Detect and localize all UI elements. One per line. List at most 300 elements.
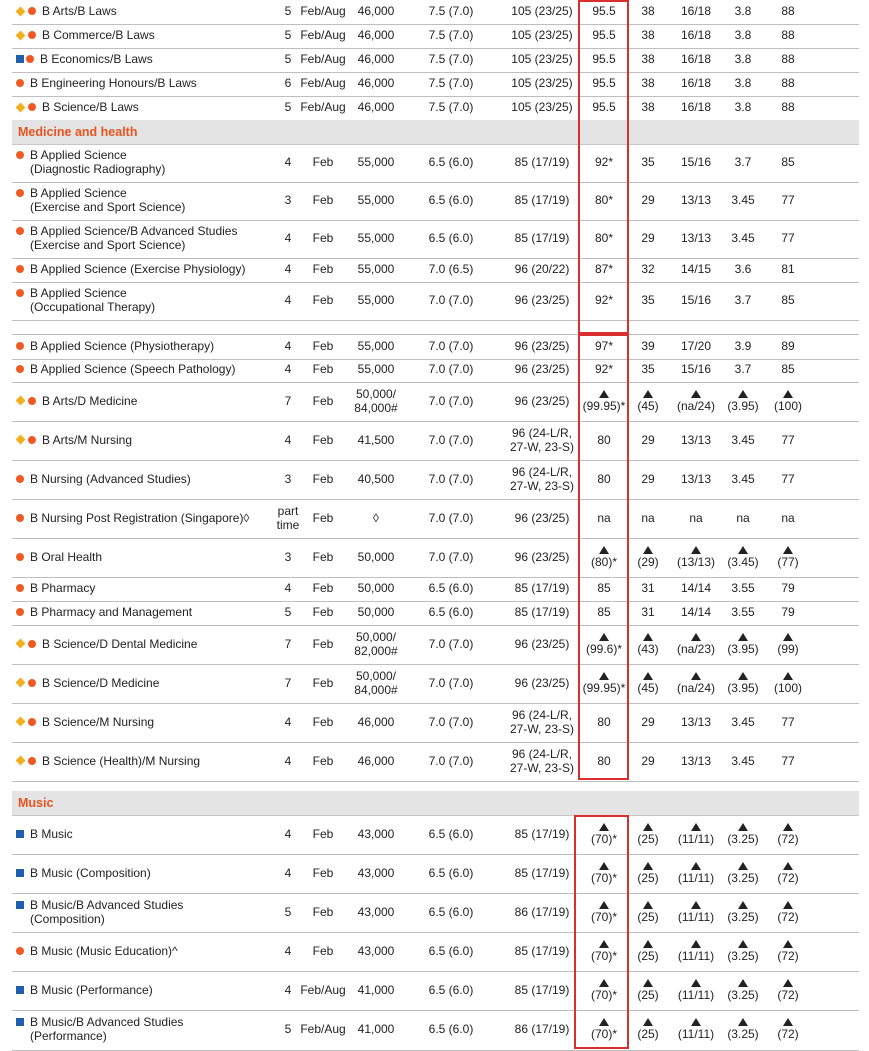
ielts-score-text [429,294,474,308]
ib-score: 38 [641,4,655,19]
duration-line1: 5 [284,52,292,67]
triangle-icon [643,672,653,680]
annual-fee [348,182,404,220]
polytechnic-score-value: (99) [777,641,799,656]
atar-score: 92* [594,293,614,308]
course-icons [16,514,26,522]
toefl-score-line1: 96 (23/25) [514,510,570,525]
annual-fee-line1: 50,000/ [355,386,397,401]
blue-square-icon [16,869,24,877]
duration-line1: 5 [284,605,292,620]
a-level-score: 14/14 [680,581,712,596]
orange-dot-icon [28,436,36,444]
course-name [40,53,153,67]
course-icons [16,103,38,111]
duration-line1: 4 [284,293,292,308]
atar-score-wrap [591,823,617,847]
gpa-score-wrap [727,672,758,696]
toefl-score-text [515,945,570,959]
polytechnic-score-wrap [777,862,798,886]
yellow-diamond-icon [16,435,26,445]
toefl-score-line1: 85 (17/19) [514,231,570,246]
annual-fee-line1: 43,000 [357,943,395,958]
toefl-score [494,971,590,1010]
ielts-score [416,971,486,1010]
annual-fee-text [358,156,395,170]
duration-line1: 5 [284,4,292,19]
a-level-score-wrap [677,633,715,657]
a-level-score [670,1010,722,1050]
duration-text [285,194,292,208]
triangle-icon [599,390,609,398]
polytechnic-score [764,854,812,893]
intake-line1: Feb/Aug [300,1022,346,1037]
annual-fee-line1: 55,000 [357,339,395,354]
table-row [12,625,859,665]
ielts-score-text [429,263,474,277]
intake-text [313,512,334,526]
section-heading-label: Medicine and health [18,125,138,139]
toefl-score-text [515,263,570,277]
polytechnic-score-value: (72) [777,987,799,1002]
polytechnic-score-wrap [777,546,798,570]
a-level-score: 16/18 [680,52,712,67]
yellow-diamond-icon [16,6,26,16]
intake-line1: Feb/Aug [300,28,346,43]
toefl-score-text [511,77,572,91]
duration-line1: 7 [284,636,292,651]
gpa-score: 3.45 [731,231,755,246]
a-level-score-wrap [678,940,714,964]
atar-score-wrap [591,546,617,570]
ielts-score [416,1010,486,1050]
toefl-score-line1: 85 (17/19) [514,982,570,997]
annual-fee-line1: 46,000 [357,714,395,729]
course-name-wrap [16,582,95,596]
triangle-icon [599,901,609,909]
toefl-score [494,421,590,460]
toefl-score-line1: 85 (17/19) [514,826,570,841]
ib-score [628,893,668,932]
ib-score [628,382,668,421]
course-name-wrap [16,945,178,959]
a-level-score [670,854,722,893]
ielts-score-line1: 7.0 (7.0) [428,549,474,564]
a-level-score: 16/18 [680,100,712,115]
gpa-score: 3.8 [734,4,752,19]
orange-dot-icon [16,553,24,561]
ib-score: 29 [641,432,655,447]
atar-score: 95.5 [592,28,616,43]
table-row [12,24,859,49]
ib-score-wrap [637,633,658,657]
atar-score-wrap [583,672,626,696]
annual-fee [348,577,404,601]
a-level-score-wrap [677,672,715,696]
ielts-score-line1: 6.5 (6.0) [428,155,474,170]
course-name-wrap [16,149,165,177]
annual-fee [348,1010,404,1050]
course-name-line1: B Economics/B Laws [40,52,153,67]
course-name-line2: (Diagnostic Radiography) [30,162,166,176]
intake-line1: Feb [312,605,334,620]
course-icons [16,640,38,648]
ielts-score [416,24,486,48]
course-name-wrap [16,755,200,769]
course-name-wrap [16,263,245,277]
course-name-wrap [16,434,132,448]
triangle-icon [599,862,609,870]
table-row [12,382,859,422]
atar-score: 80 [597,753,611,768]
ielts-score-line1: 6.5 (6.0) [428,904,474,919]
duration-text [277,505,300,533]
course-name [30,363,235,377]
gpa-score [722,815,764,854]
orange-dot-icon [16,227,24,235]
course-name [30,1016,183,1044]
toefl-score-line1: 85 (17/19) [514,193,570,208]
course-name-cell [16,48,272,72]
annual-fee-line1: 50,000/ [355,629,397,644]
a-level-score [670,971,722,1010]
annual-fee-line1: 41,500 [357,432,395,447]
intake-text [313,551,334,565]
course-name-line1: B Music (Composition) [30,865,151,880]
ielts-score-text [429,156,474,170]
course-name-wrap [16,1016,183,1044]
annual-fee-line1: 43,000 [357,904,395,919]
ielts-score-line1: 7.0 (7.0) [428,471,474,486]
a-level-score: 14/15 [680,262,712,277]
course-icons [16,151,26,159]
ielts-score-line1: 7.0 (7.0) [428,393,474,408]
toefl-score-text [515,551,570,565]
toefl-score [494,0,590,24]
course-name-cell [16,538,272,577]
ib-score: 32 [641,262,655,277]
a-level-score-value: (11/11) [677,909,715,924]
triangle-icon [643,940,653,948]
ib-score: 29 [641,193,655,208]
table-row [12,72,859,97]
intake-text [313,582,334,596]
ib-score-wrap [637,823,658,847]
yellow-diamond-icon [16,639,26,649]
annual-fee-text [358,53,395,67]
toefl-score-text [510,427,574,455]
a-level-score: 13/13 [680,231,712,246]
triangle-icon [738,979,748,987]
course-name-wrap [16,606,192,620]
ielts-score-line1: 7.5 (7.0) [428,100,474,115]
course-icons [16,869,26,877]
course-icons [16,901,26,909]
intake [300,0,346,24]
ib-score-wrap [637,940,658,964]
ielts-score [416,421,486,460]
ib-score: 29 [641,231,655,246]
atar-score: 80* [594,193,614,208]
course-name-line1: B Science/D Dental Medicine [42,636,198,651]
triangle-icon [599,672,609,680]
intake-text [300,53,345,67]
duration-line1: 4 [284,581,292,596]
course-name-cell [16,72,272,96]
toefl-score-line1: 96 (23/25) [514,675,570,690]
course-name-cell [16,664,272,703]
intake [300,538,346,577]
polytechnic-score: 88 [781,52,795,67]
triangle-icon [643,862,653,870]
polytechnic-score [764,893,812,932]
course-name-line1: B Science (Health)/M Nursing [42,753,201,768]
duration-text [285,945,292,959]
course-name-line1: B Commerce/B Laws [42,28,155,43]
course-name-line1: B Pharmacy and Management [30,605,193,620]
intake-line1: Feb/Aug [300,76,346,91]
intake-line1: Feb [312,675,334,690]
orange-dot-icon [28,640,36,648]
course-name-line2: (Composition) [30,911,105,926]
course-name-cell [16,815,272,854]
triangle-icon [691,979,701,987]
toefl-score-text [511,101,572,115]
section-heading [12,120,859,145]
duration-line1: 3 [284,471,292,486]
toefl-score [494,220,590,258]
table-row [12,182,859,221]
intake-text [313,677,334,691]
table-row [12,703,859,743]
annual-fee [348,815,404,854]
yellow-diamond-icon [16,756,26,766]
intake [300,258,346,282]
course-name [30,287,155,315]
ielts-score [416,335,486,359]
annual-fee-text [358,77,395,91]
gpa-score: 3.6 [734,262,752,277]
intake-text [313,340,334,354]
ielts-score-text [429,984,474,998]
annual-fee-line1: 55,000 [357,293,395,308]
triangle-icon [643,1018,653,1026]
ielts-score [416,854,486,893]
course-name [42,755,200,769]
toefl-score-line1: 96 (23/25) [514,339,570,354]
atar-score [580,538,628,577]
polytechnic-score: 89 [781,339,795,354]
annual-fee-text [358,867,395,881]
annual-fee [348,499,404,538]
annual-fee [348,220,404,258]
ielts-score-line1: 7.5 (7.0) [428,76,474,91]
toefl-score-line1: 105 (23/25) [511,100,573,115]
orange-dot-icon [28,757,36,765]
gpa-score-wrap [727,546,758,570]
course-name-line2: (Performance) [30,1029,107,1043]
ielts-score-text [429,395,474,409]
toefl-score [494,96,590,120]
duration-line1: 3 [284,193,292,208]
atar-score [580,893,628,932]
toefl-score-line2: 27-W, 23-S) [509,478,575,493]
toefl-score [494,854,590,893]
course-name-cell [16,577,272,601]
intake-text [313,716,334,730]
a-level-score-wrap [678,823,714,847]
annual-fee-text [358,606,395,620]
annual-fee-line1: 46,000 [357,52,395,67]
triangle-icon [783,823,793,831]
atar-score-wrap [586,633,622,657]
ielts-score [416,625,486,664]
course-name-cell [16,358,272,382]
ielts-score [416,664,486,703]
course-name-cell [16,258,272,282]
triangle-icon [691,672,701,680]
ib-score [628,1010,668,1050]
triangle-icon [738,672,748,680]
course-name-line1: B Applied Science (Speech Pathology) [30,362,236,377]
duration-line1: 4 [284,865,292,880]
gpa-score: 3.45 [731,432,755,447]
toefl-score-text [515,232,570,246]
duration-text [285,551,292,565]
course-name-line1: B Oral Health [30,549,103,564]
polytechnic-score-value: (72) [777,831,799,846]
ielts-score-line1: 6.5 (6.0) [428,581,474,596]
duration-text [285,395,292,409]
duration-text [285,828,292,842]
polytechnic-score-wrap [777,901,798,925]
annual-fee [348,932,404,971]
gpa-score [722,538,764,577]
intake [300,24,346,48]
intake [300,282,346,320]
toefl-score [494,538,590,577]
intake-text [313,156,334,170]
ielts-score-line1: 7.0 (7.0) [428,753,474,768]
gpa-score [722,932,764,971]
atar-score-value: (70)* [590,987,617,1002]
gpa-score [722,854,764,893]
duration-line1: 5 [284,28,292,43]
triangle-icon [783,862,793,870]
course-name-wrap [16,101,139,115]
course-icons [16,757,38,765]
table-row [12,664,859,704]
atar-score-value: (70)* [590,909,617,924]
intake-line1: Feb [312,432,334,447]
a-level-score: 16/18 [680,76,712,91]
course-name-line1: B Science/D Medicine [42,675,160,690]
intake-text [313,828,334,842]
atar-score: 85 [597,605,611,620]
course-name [42,101,139,115]
gpa-score [722,971,764,1010]
a-level-score-wrap [677,546,715,570]
course-name [30,582,95,596]
course-name-wrap [16,512,249,526]
annual-fee-text [358,1023,395,1037]
polytechnic-score: 88 [781,100,795,115]
course-icons [16,718,38,726]
ielts-score [416,182,486,220]
ielts-score-line1: 7.0 (7.0) [428,714,474,729]
toefl-score [494,48,590,72]
polytechnic-score-value: (100) [773,680,802,695]
annual-fee-text [358,340,395,354]
ielts-score-text [429,363,474,377]
atar-score-value: (99.6)* [585,641,623,656]
ielts-score [416,703,486,742]
ib-score [628,625,668,664]
gpa-score [722,382,764,421]
course-name [30,263,245,277]
toefl-score [494,258,590,282]
course-name [30,899,183,927]
triangle-icon [599,633,609,641]
annual-fee [348,742,404,781]
gpa-score-wrap [727,1018,758,1042]
ielts-score-text [429,606,474,620]
polytechnic-score-wrap [777,823,798,847]
ib-score-wrap [637,672,658,696]
course-name-wrap [16,5,117,19]
ib-score: 29 [641,714,655,729]
orange-dot-icon [16,947,24,955]
course-name-cell [16,1010,272,1050]
course-name [30,551,102,565]
table-row [12,460,859,500]
annual-fee-line1: 55,000 [357,262,395,277]
a-level-score-value: (na/24) [676,680,716,695]
duration-text [285,29,292,43]
toefl-score-line1: 105 (23/25) [511,76,573,91]
ielts-score-line1: 6.5 (6.0) [428,605,474,620]
course-name-cell [16,0,272,24]
toefl-score-text [515,984,570,998]
ib-score-value: (29) [637,554,659,569]
gpa-score: 3.7 [734,155,752,170]
ielts-score-text [429,194,474,208]
ib-score-value: (25) [637,831,659,846]
triangle-icon [643,901,653,909]
table-row [12,0,859,25]
annual-fee-line1: 50,000/ [355,668,397,683]
polytechnic-score: 85 [781,362,795,377]
ib-score-value: (25) [637,1027,659,1042]
triangle-icon [738,546,748,554]
blue-square-icon [16,986,24,994]
annual-fee-text [358,263,395,277]
course-name-cell [16,742,272,781]
atar-score: 85 [597,581,611,596]
intake-line1: Feb [312,636,334,651]
intake-line1: Feb/Aug [300,4,346,19]
intake-line1: Feb [312,155,334,170]
annual-fee-text [358,984,395,998]
toefl-score-line1: 96 (23/25) [514,549,570,564]
annual-fee-text [373,512,379,526]
a-level-score: 15/16 [680,155,712,170]
a-level-score-value: (11/11) [677,831,715,846]
annual-fee [348,96,404,120]
intake [300,1010,346,1050]
blue-square-icon [16,830,24,838]
a-level-score: 16/18 [680,28,712,43]
